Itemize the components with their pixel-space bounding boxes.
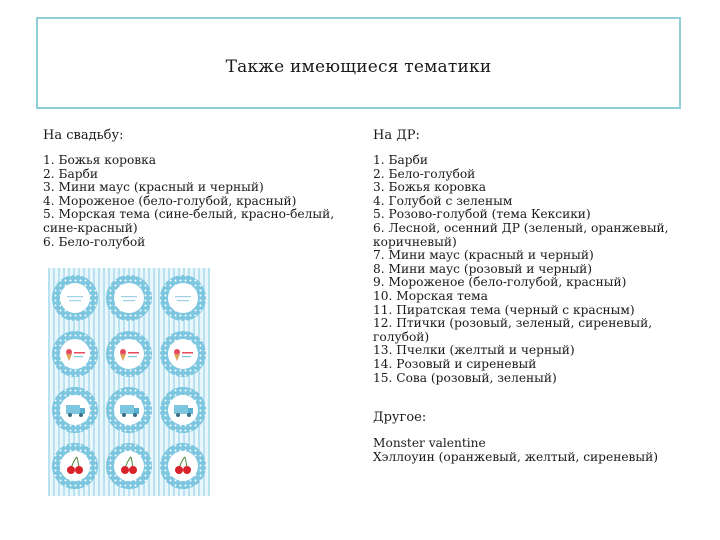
list-item: 7. Мини маус (красный и черный) [373,248,594,263]
sticker-center [60,283,90,313]
wedding-list [43,154,343,249]
cherry-icon [75,466,83,474]
other-heading: Другое: [373,410,427,425]
list-item: 15. Сова (розовый, зеленый) [373,370,557,385]
cherry-icon [67,466,75,474]
birthday-heading: На ДР: [373,128,420,143]
wedding-heading: На свадьбу: [43,128,124,143]
sticker-text-line [69,300,81,301]
truck-wheel-icon [122,413,126,417]
sticker-text-line [128,352,139,354]
other-list [373,437,693,464]
truck-wheel-icon [176,413,180,417]
truck-wheel-icon [187,413,191,417]
sticker-sheet-graphic [48,268,210,496]
sticker-text-line [123,300,135,301]
sticker-text-line [128,356,137,357]
sticker-truck [52,387,98,433]
sticker-dots [106,275,152,321]
list-item: 1. Барби [373,153,428,167]
cherry-icon [175,466,183,474]
sticker-text-line [177,300,189,301]
sticker-center [114,339,144,369]
list-item: 4. Голубой с зеленым [373,193,513,208]
birthday-list [373,154,673,385]
list-item: 3. Мини маус (красный и черный) [43,180,264,195]
list-item: 6. Лесной, осенний ДР (зеленый, оранжевый, коричневый) [373,220,669,249]
list-item: Monster valentine [373,436,486,450]
sticker-text-line [182,356,191,357]
sticker-dots [160,275,206,321]
slide-title: Также имеющиеся тематики [225,57,492,77]
sticker-icecream [106,331,152,377]
sticker-center [60,339,90,369]
sticker-center [114,451,144,481]
list-item: 5. Розово-голубой (тема Кексики) [373,207,591,222]
list-item: 11. Пиратская тема (черный с красным) [373,302,635,317]
list-item: 3. Божья коровка [373,180,487,195]
truck-body-icon [66,405,80,414]
sticker-center [114,283,144,313]
list-item: 6. Бело-голубой [43,234,146,249]
sticker-dots [52,275,98,321]
list-item: 2. Барби [43,166,98,181]
truck-body-icon [120,405,134,414]
cherry-icon [121,466,129,474]
truck-wheel-icon [79,413,83,417]
sticker-text-line [182,352,193,354]
truck-body-icon [174,405,188,414]
sticker-icecream [52,331,98,377]
sticker-text-line [74,352,85,354]
truck-wheel-icon [133,413,137,417]
list-item: 8. Мини маус (розовый и черный) [373,261,593,276]
sticker-cherries [160,443,206,489]
sticker-icecream [160,331,206,377]
sticker-cherries [52,443,98,489]
list-item: 2. Бело-голубой [373,166,476,181]
sticker-text-line [175,296,191,297]
list-item: Хэллоуин (оранжевый, желтый, сиреневый) [373,449,658,464]
cherry-icon [129,466,137,474]
sticker-center [168,339,198,369]
cherry-icon [183,466,191,474]
list-item: 13. Пчелки (желтый и черный) [373,343,575,358]
sticker-center [168,451,198,481]
sticker-center [168,283,198,313]
sticker-cherries [106,443,152,489]
list-item: 4. Мороженое (бело-голубой, красный) [43,193,297,208]
sticker-truck [106,387,152,433]
sticker-text-line [67,296,83,297]
list-item: 9. Мороженое (бело-голубой, красный) [373,275,627,290]
list-item: 5. Морская тема (сине-белый, красно-белый, сине-красный) [43,207,335,235]
sticker-text-line [121,296,137,297]
sticker-text-line [74,356,83,357]
list-item: 1. Божья коровка [43,153,157,167]
title-box [36,17,681,109]
sticker-center [60,451,90,481]
sticker-truck [160,387,206,433]
list-item: 14. Розовый и сиреневый [373,356,537,371]
list-item: 12. Птички (розовый, зеленый, сиреневый, голубой) [373,316,653,344]
truck-wheel-icon [68,413,72,417]
list-item: 10. Морская тема [373,288,488,303]
sticker-sheet-image [48,268,210,496]
